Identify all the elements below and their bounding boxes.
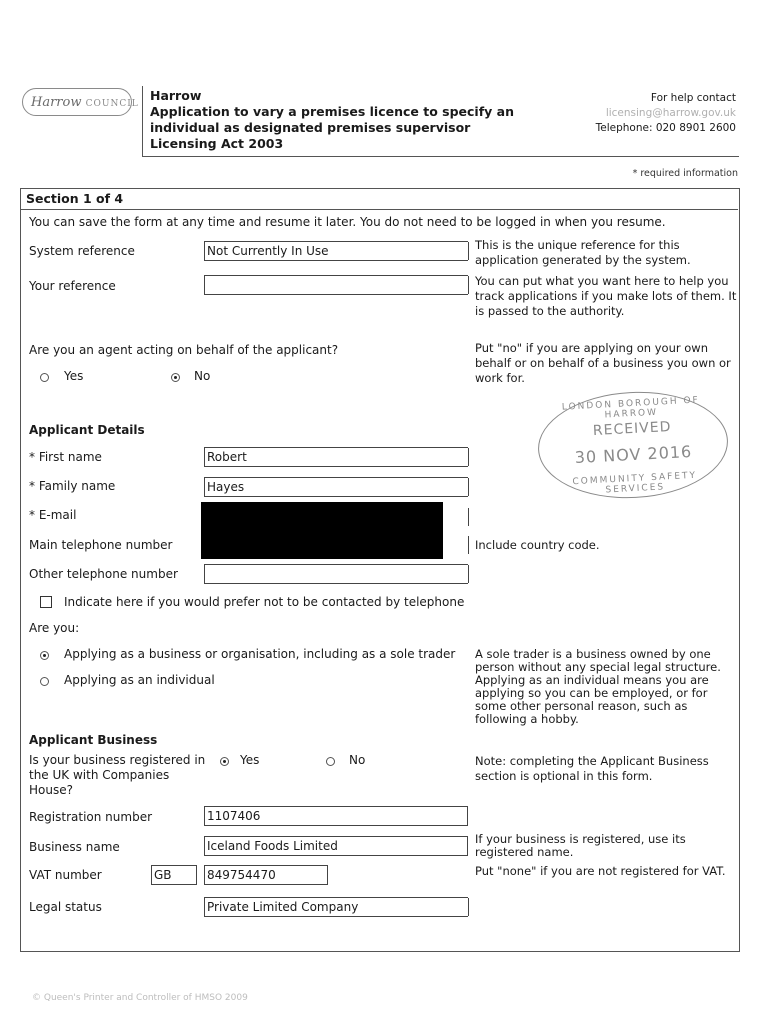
no-phone-contact-checkbox[interactable] [40, 596, 52, 608]
applying-individual-radio[interactable] [40, 677, 49, 686]
legal-status-label: Legal status [29, 900, 102, 914]
registration-number-label: Registration number [29, 810, 153, 824]
footer-copyright: © Queen's Printer and Controller of HMSO 2009 [32, 993, 248, 1003]
business-name-help: If your business is registered, use its registered name. [475, 832, 686, 859]
field-edge [468, 242, 469, 260]
registered-no-label: No [349, 753, 366, 767]
agent-yes-label: Yes [64, 369, 84, 383]
other-phone-field[interactable] [204, 564, 468, 584]
family-name-field[interactable]: Hayes [204, 477, 468, 497]
first-name-field[interactable]: Robert [204, 447, 468, 467]
agent-yes-radio[interactable] [40, 373, 49, 382]
system-reference-help: This is the unique reference for this application generated by the system. [475, 238, 691, 267]
help-email: licensing@harrow.gov.uk [605, 107, 736, 119]
stamp-line1: LONDON BOROUGH OF HARROW [561, 395, 701, 421]
council-name: Harrow [150, 88, 202, 103]
required-note: * required information [632, 168, 738, 179]
help-phone: Telephone: 020 8901 2600 [595, 122, 736, 134]
your-reference-help: You can put what you want here to help you track applications if you make lots of them. It is passed to the authority. [475, 274, 737, 318]
harrow-council-logo [22, 88, 139, 116]
field-edge [468, 448, 469, 466]
field-edge [468, 565, 469, 583]
system-reference-label: System reference [29, 244, 135, 258]
registered-yes-label: Yes [240, 753, 260, 767]
registered-yes-radio[interactable] [220, 757, 229, 766]
vat-help: Put "none" if you are not registered for VAT. [475, 864, 726, 878]
family-name-label: * Family name [29, 479, 116, 493]
field-edge [468, 478, 469, 496]
act-name: Licensing Act 2003 [150, 136, 284, 151]
applicant-business-heading: Applicant Business [29, 733, 158, 747]
agent-question: Are you an agent acting on behalf of the applicant? [29, 343, 339, 357]
first-name-label: * First name [29, 450, 102, 464]
stamp-date: 30 NOV 2016 [574, 441, 693, 468]
applying-individual-label: Applying as an individual [64, 673, 215, 687]
main-phone-help: Include country code. [475, 538, 600, 552]
are-you-help: A sole trader is a business owned by one person without any special legal structure. Applying as an individual means you are applying so you can be employed, or for some other personal reason, such as following a hobby. [475, 647, 721, 726]
main-phone-label: Main telephone number [29, 538, 173, 552]
received-stamp [535, 387, 730, 503]
are-you-label: Are you: [29, 621, 80, 635]
business-name-field[interactable]: Iceland Foods Limited [204, 836, 468, 856]
registered-question [29, 753, 205, 798]
form-title-line1: Application to vary a premises licence to specify an [150, 104, 514, 119]
no-phone-contact-label: Indicate here if you would prefer not to be contacted by telephone [64, 595, 465, 609]
form-title-line2: individual as designated premises supervisor [150, 120, 471, 135]
other-phone-label: Other telephone number [29, 567, 178, 581]
agent-no-label: No [194, 369, 211, 383]
vat-number-label: VAT number [29, 868, 102, 882]
applicant-details-heading: Applicant Details [29, 423, 145, 437]
legal-status-field[interactable]: Private Limited Company [204, 897, 468, 917]
agent-help: Put "no" if you are applying on your own behalf or on behalf of a business you own or work for. [475, 341, 731, 385]
system-reference-field[interactable]: Not Currently In Use [204, 241, 468, 261]
field-edge [468, 508, 469, 526]
field-edge [468, 898, 469, 916]
vat-prefix-field[interactable]: GB [151, 865, 197, 885]
business-note: Note: completing the Applicant Business section is optional in this form. [475, 754, 709, 783]
redaction-block [201, 502, 443, 559]
applying-business-radio[interactable] [40, 651, 49, 660]
applying-business-label: Applying as a business or organisation, including as a sole trader [64, 647, 456, 661]
stamp-received: RECEIVED [592, 418, 672, 440]
help-contact [596, 91, 736, 136]
registered-question-line1: Is your business registered in [29, 753, 206, 767]
form-title-block [150, 88, 514, 152]
registration-number-field[interactable]: 1107406 [204, 806, 468, 826]
registered-question-line2: the UK with Companies [29, 768, 170, 782]
registered-question-line3: House? [29, 783, 73, 797]
business-name-label: Business name [29, 840, 120, 854]
vat-number-field[interactable]: 849754470 [204, 865, 328, 885]
field-edge [468, 276, 469, 294]
section-intro: You can save the form at any time and resume it later. You do not need to be logged in when you resume. [29, 215, 666, 229]
registered-no-radio[interactable] [326, 757, 335, 766]
your-reference-field[interactable] [204, 275, 468, 295]
section-title: Section 1 of 4 [20, 188, 738, 210]
your-reference-label: Your reference [29, 279, 116, 293]
logo-text: Harrow [31, 95, 82, 110]
agent-no-radio[interactable] [171, 373, 180, 382]
help-label: For help contact [650, 92, 736, 104]
field-edge [468, 536, 469, 554]
logo-council-text: COUNCIL [85, 99, 139, 109]
email-label: * E-mail [29, 508, 77, 522]
stamp-line4: COMMUNITY SAFETY SERVICES [572, 470, 698, 496]
